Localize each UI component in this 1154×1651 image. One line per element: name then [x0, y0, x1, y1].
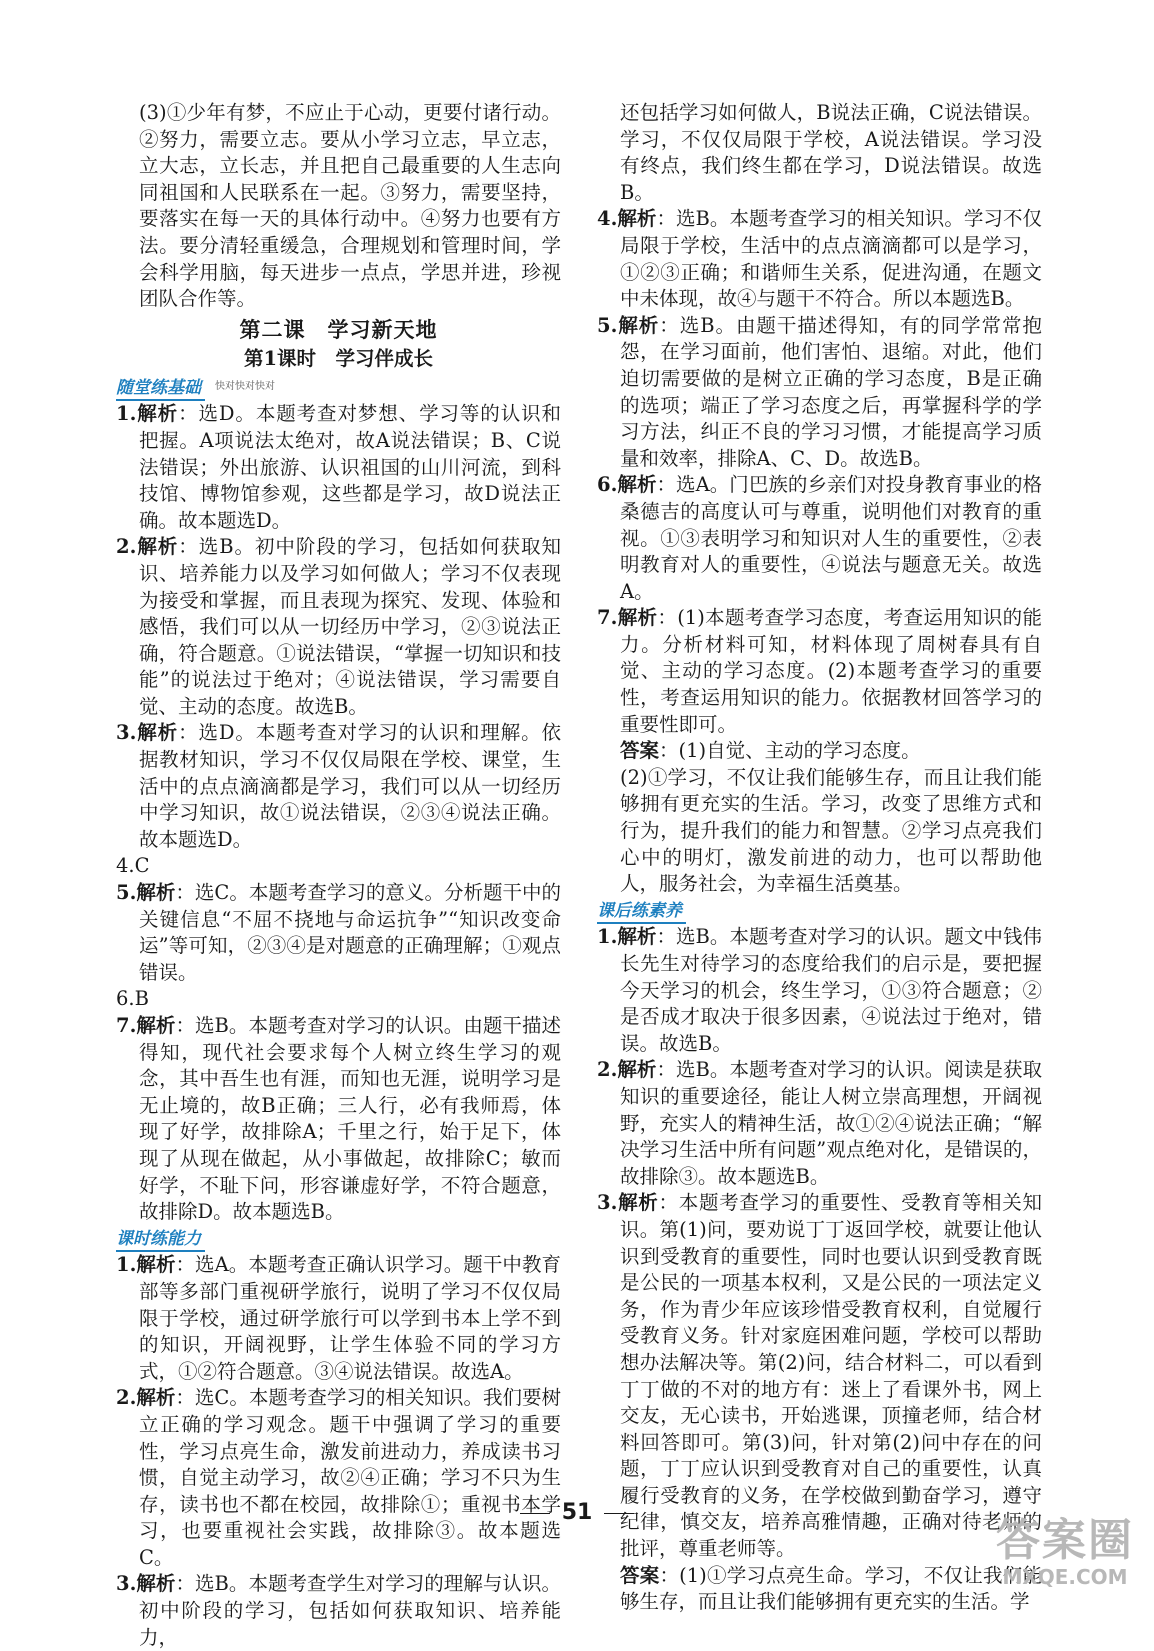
- intro-answer: (3)①少年有梦，不应止于心动，更要付诸行动。②努力，需要立志。要从小学习立志，早立志，立大志，立长志，并且把自己最重要的人生志向同祖国和人民联系在一起。③努力，需要坚持，要落实在每一天的具体行动中。④努力也要有方法。要分清轻重缓急，合理规划和管理时间，学会科学用脑，每天进步一点点，学思并进，珍视团队合作等。: [139, 101, 561, 311]
- list-item: 2.解析：选B。本题考查对学习的认识。阅读是获取知识的重要途径，能让人树立崇高理想，开阔视野，充实人的精神生活，故①②④说法正确；“解决学习生活中所有问题”观点绝对化，是错误的，故排除③。故本题选B。: [597, 1058, 1042, 1188]
- list-item: 6.B: [116, 987, 149, 1011]
- section-label: 课时练能力: [116, 1228, 205, 1252]
- list-item: 4.C: [116, 854, 150, 878]
- watermark: [996, 1516, 1134, 1588]
- list-item: 6.解析：选A。门巴族的乡亲们对投身教育事业的格桑德吉的高度认可与尊重，说明他们对教育的重视。①③表明学习和知识对人生的重要性，②表明教育对人的重要性，④说法与题意无关。故选A。: [597, 473, 1042, 603]
- list-item: 2.解析：选B。初中阶段的学习，包括如何获取知识、培养能力以及学习如何做人；学习不仅表现为接受和掌握，而且表现为探究、发现、体验和感悟，我们可以从一切经历中学习，②③说法正确，符合题意。①说法错误，“掌握一切知识和技能”的说法过于绝对；④说法错误，学习需要自觉、主动的态度。故选B。: [116, 535, 561, 718]
- lesson-title: 第二课 学习新天地: [239, 316, 438, 342]
- answer-block: 答案：(1)自觉、主动的学习态度。: [620, 739, 921, 763]
- continued-text: 还包括学习如何做人，B说法正确，C说法错误。学习，不仅仅局限于学校，A说法错误。学习没有终点，我们终生都在学习，D说法错误。故选B。: [620, 101, 1042, 204]
- footer-dash-left: [520, 1513, 550, 1514]
- list-item: 3.解析：本题考查学习的重要性、受教育等相关知识。第(1)问，要劝说丁丁返回学校，就要让他认识到受教育的重要性，同时也要认识到受教育既是公民的一项基本权利，又是公民的一项法定义务，作为青少年应该珍惜受教育权利，自觉履行受教育义务。针对家庭困难问题，学校可以帮助想办法解决等。第(2)问，结合材料二，可以看到丁丁做的不对的地方有：迷上了看课外书，网上交友，无心读书，开始逃课，顶撞老师，结合材料回答即可。第(3)问，针对第(2)问中存在的问题，丁丁应认识到受教育对自己的重要性，认真履行受教育的义务，在学校做到勤奋学习，遵守纪律，慎交友，培养高雅情趣，正确对待老师的批评，尊重老师等。: [597, 1191, 1042, 1561]
- watermark-logo: 答案圈: [996, 1515, 1134, 1566]
- section-header-literacy: [597, 898, 1042, 925]
- section-label: 随堂练基础: [116, 377, 205, 401]
- section-header-ability: [116, 1226, 561, 1253]
- list-item: 1.解析：选D。本题考查对梦想、学习等的认识和把握。A项说法太绝对，故A说法错误；B、C说法错误；外出旅游、认识祖国的山川河流，到科技馆、博物馆参观，这些都是学习，故D说法正确。故本题选D。: [116, 402, 561, 532]
- lesson-subtitle: 第1课时 学习伴成长: [243, 346, 434, 370]
- watermark-domain: MXQE.COM: [1002, 1565, 1128, 1589]
- footer-dash-right: [604, 1513, 634, 1514]
- page-number: 51: [561, 1500, 593, 1525]
- list-item: 3.解析：选B。本题考查学生对学习的理解与认识。初中阶段的学习，包括如何获取知识、培养能力，: [116, 1572, 561, 1649]
- list-item: 3.解析：选D。本题考查对学习的认识和理解。依据教材知识，学习不仅仅局限在学校、课堂，生活中的点点滴滴都是学习，我们可以从一切经历中学习知识，故①说法错误，②③④说法正确。故本题选D。: [116, 721, 561, 851]
- list-item: 5.解析：选B。由题干描述得知，有的同学常常抱怨，在学习面前，他们害怕、退缩。对此，他们迫切需要做的是树立正确的学习态度，B是正确的选项；端正了学习态度之后，再掌握科学的学习方法，纠正不良的学习习惯，才能提高学习质量和效率，排除A、C、D。故选B。: [597, 313, 1042, 470]
- right-column: [597, 100, 1042, 1616]
- list-item: 1.解析：选A。本题考查正确认识学习。题干中教育部等多部门重视研学旅行，说明了学习不仅仅局限于学校，通过研学旅行可以学到书本上学不到的知识，开阔视野，让学生体验不同的学习方式，①②符合题意。③④说法错误。故选A。: [116, 1253, 561, 1383]
- left-column: [116, 100, 561, 1651]
- list-item: 5.解析：选C。本题考查学习的意义。分析题干中的关键信息“不屈不挠地与命运抗争”“知识改变命运”等可知，②③④是对题意的正确理解；①观点错误。: [116, 881, 562, 984]
- list-item: 7.解析：(1)本题考查学习态度，考查运用知识的能力。分析材料可知，材料体现了周树春具有自觉、主动的学习态度。(2)本题考查学习的重要性，考查运用知识的能力。依据教材回答学习的重要性即可。: [597, 606, 1042, 736]
- handwritten-note: 快对快对快对: [215, 381, 275, 393]
- list-item: 7.解析：选B。本题考查对学习的认识。由题干描述得知，现代社会要求每个人树立终生学习的观念，其中吾生也有涯，而知也无涯，说明学习是无止境的，故B正确；三人行，必有我师焉，体现了好学，故排除A；千里之行，始于足下，体现了从现在做起，从小事做起，故排除C；敏而好学，不耻下问，形容谦虚好学，不符合题意，故排除D。故本题选B。: [116, 1014, 561, 1224]
- answer-block-part2: (2)①学习，不仅让我们能够生存，而且让我们能够拥有更充实的生活。学习，改变了思维方式和行为，提升我们的能力和智慧。②学习点亮我们心中的明灯，激发前进的动力，也可以帮助他人，服务社会，为幸福生活奠基。: [620, 765, 1042, 896]
- section-header-basic: [116, 375, 561, 402]
- page-footer: [0, 1500, 1154, 1525]
- section-label: 课后练素养: [597, 900, 686, 924]
- list-item: 4.解析：选B。本题考查学习的相关知识。学习不仅局限于学校，生活中的点点滴滴都可以是学习，①②③正确；和谐师生关系，促进沟通，在题文中未体现，故④与题干不符合。所以本题选B。: [597, 207, 1042, 311]
- list-item: 2.解析：选C。本题考查学习的相关知识。我们要树立正确的学习观念。题干中强调了学习的重要性，学习点亮生命，激发前进动力，养成读书习惯，自觉主动学习，故②④正确；学习不只为生存，读书也不都在校园，故排除①；重视书本学习，也要重视社会实践，故排除③。故本题选C。: [116, 1386, 562, 1569]
- list-item: 1.解析：选B。本题考查对学习的认识。题文中钱伟长先生对待学习的态度给我们的启示是，要把握今天学习的机会，终生学习，①③符合题意；②是否成才取决于很多因素，④说法过于绝对，错误。故选B。: [597, 925, 1042, 1055]
- answer-block: 答案：(1)①学习点亮生命。学习，不仅让我们能够生存，而且让我们能够拥有更充实的生活。学: [620, 1563, 1042, 1614]
